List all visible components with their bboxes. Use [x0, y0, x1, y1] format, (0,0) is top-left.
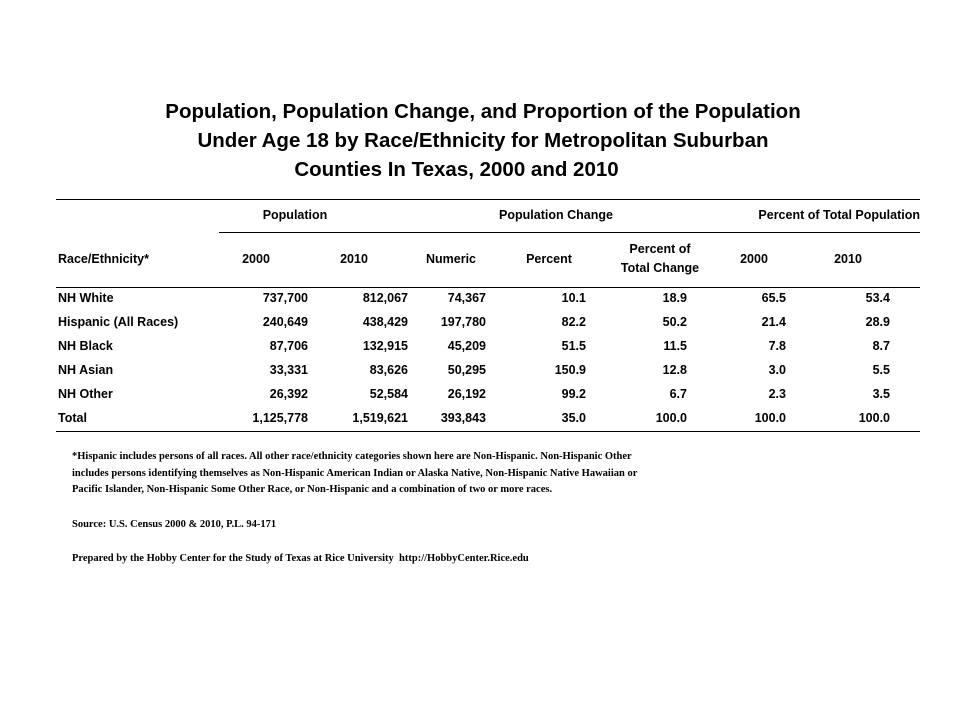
table-cell-pct-2010: 3.5: [872, 387, 890, 401]
table-cell-pop-2000: 87,706: [269, 339, 308, 353]
table-cell-pct-total-change: 100.0: [655, 411, 687, 425]
table-cell-race: Total: [58, 411, 87, 425]
table-cell-numeric: 197,780: [440, 315, 486, 329]
group-header-percent-of-total: Percent of Total Population: [758, 208, 920, 222]
table-cell-pop-2010: 83,626: [369, 363, 408, 377]
table-cell-pct-total-change: 50.2: [662, 315, 687, 329]
column-header-race: Race/Ethnicity*: [58, 252, 150, 266]
column-header-pct-total-change-line2: Total Change: [620, 261, 700, 275]
table-cell-race: NH Asian: [58, 363, 114, 377]
table-cell-pop-2010: 52,584: [369, 387, 408, 401]
footnote-line: *Hispanic includes persons of all races. All other race/ethnicity categories shown here are Non-Hispanic. Non-Hispanic Other: [72, 451, 632, 462]
page-title: [0, 97, 960, 184]
footnote-line: Pacific Islander, Non-Hispanic Some Other Race, or Non-Hispanic and a combination of two or more races.: [72, 484, 553, 495]
table-cell-pct-total-change: 12.8: [662, 363, 687, 377]
table-cell-pop-2000: 1,125,778: [252, 411, 308, 425]
column-header-pct-total-change-line1: Percent of: [629, 242, 691, 256]
column-header-numeric: Numeric: [425, 252, 477, 266]
table-cell-pct-2010: 53.4: [865, 291, 890, 305]
table-bottom-rule: [56, 431, 920, 432]
title-line-1: Population, Population Change, and Proportion of the Population: [165, 100, 801, 123]
table-cell-numeric: 393,843: [440, 411, 486, 425]
table-cell-percent: 150.9: [554, 363, 586, 377]
table-cell-pct-2010: 28.9: [865, 315, 890, 329]
table-cell-percent: 82.2: [561, 315, 586, 329]
column-header-percent: Percent: [526, 252, 572, 266]
table-top-rule: [56, 199, 920, 200]
table-cell-race: NH Black: [58, 339, 113, 353]
table-cell-percent: 10.1: [561, 291, 586, 305]
table-cell-pop-2000: 33,331: [269, 363, 308, 377]
column-header-pct-2010: 2010: [834, 252, 862, 266]
table-cell-pop-2010: 1,519,621: [352, 411, 408, 425]
group-header-population: Population: [262, 208, 328, 222]
table-cell-race: Hispanic (All Races): [58, 315, 179, 329]
table-cell-pop-2010: 132,915: [362, 339, 408, 353]
column-header-pct-2000: 2000: [740, 252, 768, 266]
table-cell-pct-2000: 65.5: [761, 291, 786, 305]
source-note: Source: U.S. Census 2000 & 2010, P.L. 94-171: [72, 518, 277, 530]
column-header-pop-2010: 2010: [340, 252, 368, 266]
title-line-3: Counties In Texas, 2000 and 2010: [294, 158, 619, 181]
table-cell-pct-2000: 3.0: [768, 363, 786, 377]
table-cell-pct-2010: 100.0: [858, 411, 890, 425]
table-cell-pct-total-change: 6.7: [669, 387, 687, 401]
table-cell-percent: 51.5: [561, 339, 586, 353]
header-group-rule: [219, 232, 920, 233]
table-cell-pct-2000: 7.8: [768, 339, 786, 353]
column-header-pop-2000: 2000: [242, 252, 270, 266]
table-cell-pop-2010: 812,067: [362, 291, 408, 305]
table-cell-numeric: 26,192: [447, 387, 486, 401]
table-cell-numeric: 74,367: [447, 291, 486, 305]
table-cell-race: NH Other: [58, 387, 113, 401]
table-cell-pop-2010: 438,429: [362, 315, 408, 329]
table-cell-pop-2000: 26,392: [269, 387, 308, 401]
table-cell-pct-total-change: 11.5: [663, 339, 687, 353]
table-cell-numeric: 45,209: [447, 339, 486, 353]
table-cell-race: NH White: [58, 291, 114, 305]
table-cell-percent: 99.2: [561, 387, 586, 401]
group-header-population-change: Population Change: [499, 208, 613, 222]
table-cell-pop-2000: 240,649: [262, 315, 308, 329]
table-cell-percent: 35.0: [561, 411, 586, 425]
table-notes: [72, 449, 832, 568]
table-cell-pct-2000: 100.0: [754, 411, 786, 425]
table-cell-numeric: 50,295: [447, 363, 486, 377]
table-cell-pop-2000: 737,700: [262, 291, 308, 305]
table-cell-pct-total-change: 18.9: [662, 291, 687, 305]
footnote-line: includes persons identifying themselves as Non-Hispanic American Indian or Alaska Native, Non-Hispanic Native Hawaiian or: [72, 467, 638, 479]
table-cell-pct-2000: 2.3: [768, 387, 786, 401]
table-cell-pct-2010: 8.7: [872, 339, 890, 353]
table-cell-pct-2010: 5.5: [872, 363, 890, 377]
table-cell-pct-2000: 21.4: [761, 315, 786, 329]
prepared-by-note: Prepared by the Hobby Center for the Study of Texas at Rice University http://HobbyCenter.Rice.edu: [72, 553, 529, 564]
title-line-2: Under Age 18 by Race/Ethnicity for Metropolitan Suburban: [197, 129, 769, 152]
header-bottom-rule: [56, 287, 920, 288]
